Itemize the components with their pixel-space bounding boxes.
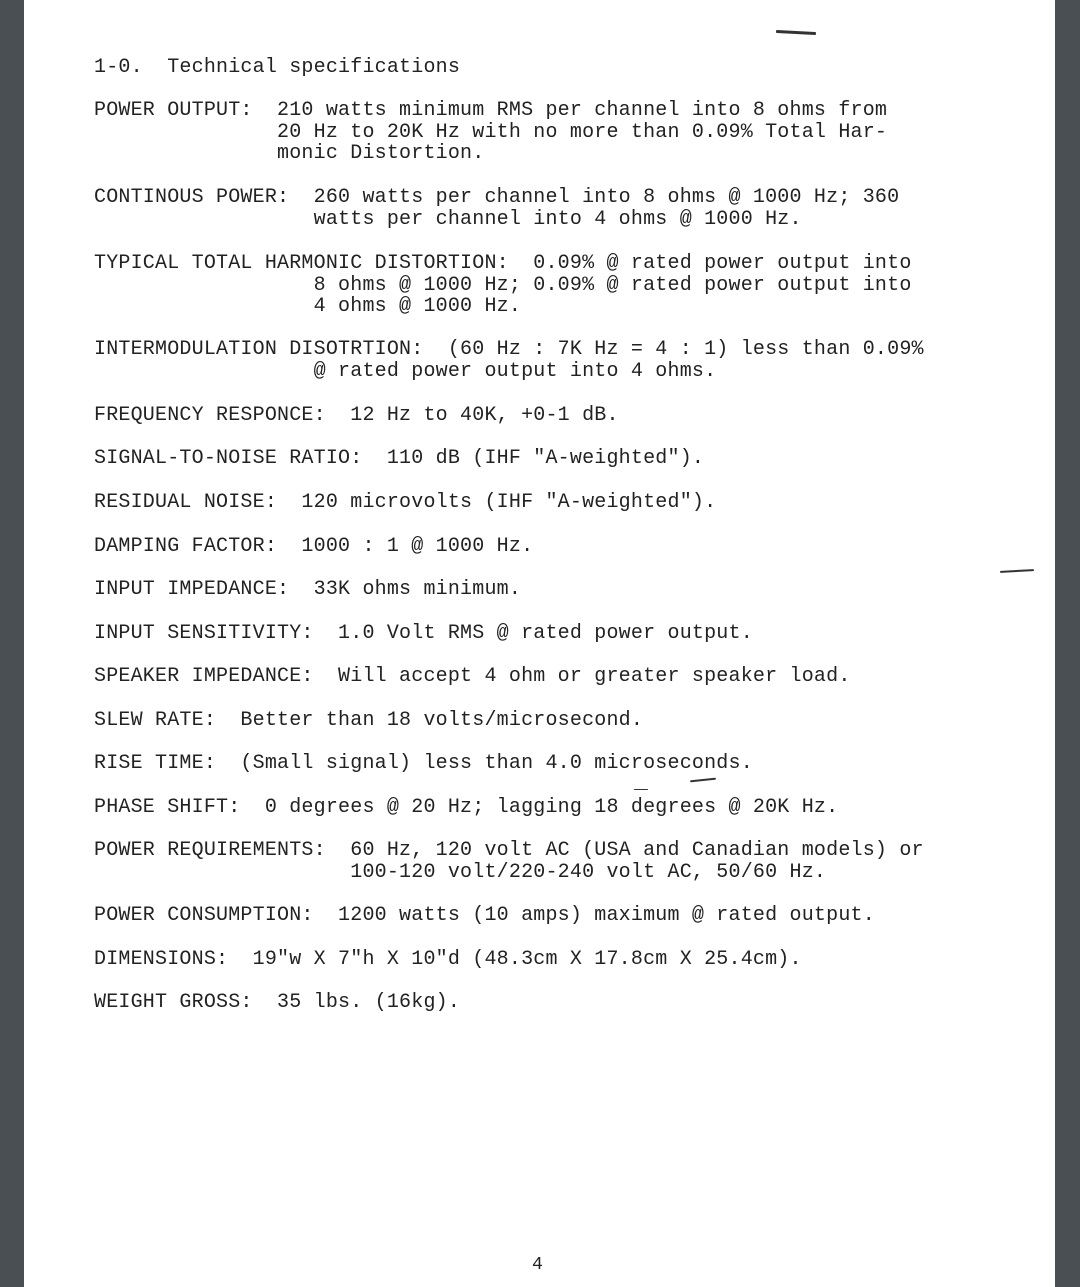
spec-line: POWER CONSUMPTION: 1200 watts (10 amps) maximum @ rated output. xyxy=(94,904,875,927)
spec-line: RESIDUAL NOISE: 120 microvolts (IHF "A-weighted"). xyxy=(94,491,717,514)
spec-intermodulation xyxy=(94,339,924,382)
page-title: 1-0. Technical specifications xyxy=(94,56,461,79)
spec-input-sensitivity xyxy=(94,623,753,645)
viewer-margin-right xyxy=(1055,0,1080,1287)
spec-continous-power xyxy=(94,187,899,230)
spec-phase-shift xyxy=(94,797,838,819)
spec-line: WEIGHT GROSS: 35 lbs. (16kg). xyxy=(94,991,461,1014)
spec-line: DAMPING FACTOR: 1000 : 1 @ 1000 Hz. xyxy=(94,535,534,558)
document-page[interactable] xyxy=(24,0,1055,1287)
spec-power-consumption xyxy=(94,905,875,927)
spec-power-output xyxy=(94,100,887,165)
spec-line: watts per channel into 4 ohms @ 1000 Hz. xyxy=(94,207,802,231)
spec-input-impedance xyxy=(94,579,521,601)
scan-mark xyxy=(634,789,648,790)
spec-line: SPEAKER IMPEDANCE: Will accept 4 ohm or greater speaker load. xyxy=(94,665,851,688)
spec-line: 8 ohms @ 1000 Hz; 0.09% @ rated power output into xyxy=(94,273,912,297)
spec-weight-gross xyxy=(94,992,460,1014)
spec-line: RISE TIME: (Small signal) less than 4.0 microseconds. xyxy=(94,752,753,775)
spec-dimensions xyxy=(94,949,802,971)
spec-frequency-response xyxy=(94,405,619,427)
spec-line: 100-120 volt/220-240 volt AC, 50/60 Hz. xyxy=(94,860,827,884)
spec-damping-factor xyxy=(94,536,533,558)
spec-line: TYPICAL TOTAL HARMONIC DISTORTION: 0.09% @ rated power output into xyxy=(94,252,912,275)
spec-line: 4 ohms @ 1000 Hz. xyxy=(94,295,522,318)
spec-line: INPUT SENSITIVITY: 1.0 Volt RMS @ rated power output. xyxy=(94,622,753,645)
spec-line: FREQUENCY RESPONCE: 12 Hz to 40K, +0-1 dB. xyxy=(94,404,619,427)
scan-mark xyxy=(690,778,716,783)
spec-line: SLEW RATE: Better than 18 volts/microsecond. xyxy=(94,709,644,732)
spec-rise-time xyxy=(94,753,753,775)
spec-speaker-impedance xyxy=(94,666,851,688)
spec-line: CONTINOUS POWER: 260 watts per channel into 8 ohms @ 1000 Hz; 360 xyxy=(94,186,900,209)
spec-slew-rate xyxy=(94,710,643,732)
viewer-margin-left xyxy=(0,0,24,1287)
spec-line: PHASE SHIFT: 0 degrees @ 20 Hz; lagging 18 degrees @ 20K Hz. xyxy=(94,796,839,819)
scan-mark xyxy=(1000,569,1034,573)
page-number: 4 xyxy=(532,1255,543,1275)
spec-line: POWER OUTPUT: 210 watts minimum RMS per channel into 8 ohms from xyxy=(94,99,888,122)
spec-signal-to-noise xyxy=(94,448,704,470)
spec-line: monic Distortion. xyxy=(94,142,485,165)
spec-thd xyxy=(94,253,912,318)
spec-line: POWER REQUIREMENTS: 60 Hz, 120 volt AC (USA and Canadian models) or xyxy=(94,839,924,862)
spec-line: INTERMODULATION DISOTRTION: (60 Hz : 7K Hz = 4 : 1) less than 0.09% xyxy=(94,338,924,361)
spec-line: SIGNAL-TO-NOISE RATIO: 110 dB (IHF "A-weighted"). xyxy=(94,447,705,470)
spec-power-requirements xyxy=(94,840,924,883)
spec-line: @ rated power output into 4 ohms. xyxy=(94,359,717,383)
spec-line: DIMENSIONS: 19"w X 7"h X 10"d (48.3cm X 17.8cm X 25.4cm). xyxy=(94,948,802,971)
spec-line: 20 Hz to 20K Hz with no more than 0.09% Total Har- xyxy=(94,120,888,144)
spec-line: INPUT IMPEDANCE: 33K ohms minimum. xyxy=(94,578,522,601)
scan-mark xyxy=(776,30,816,35)
spec-residual-noise xyxy=(94,492,716,514)
